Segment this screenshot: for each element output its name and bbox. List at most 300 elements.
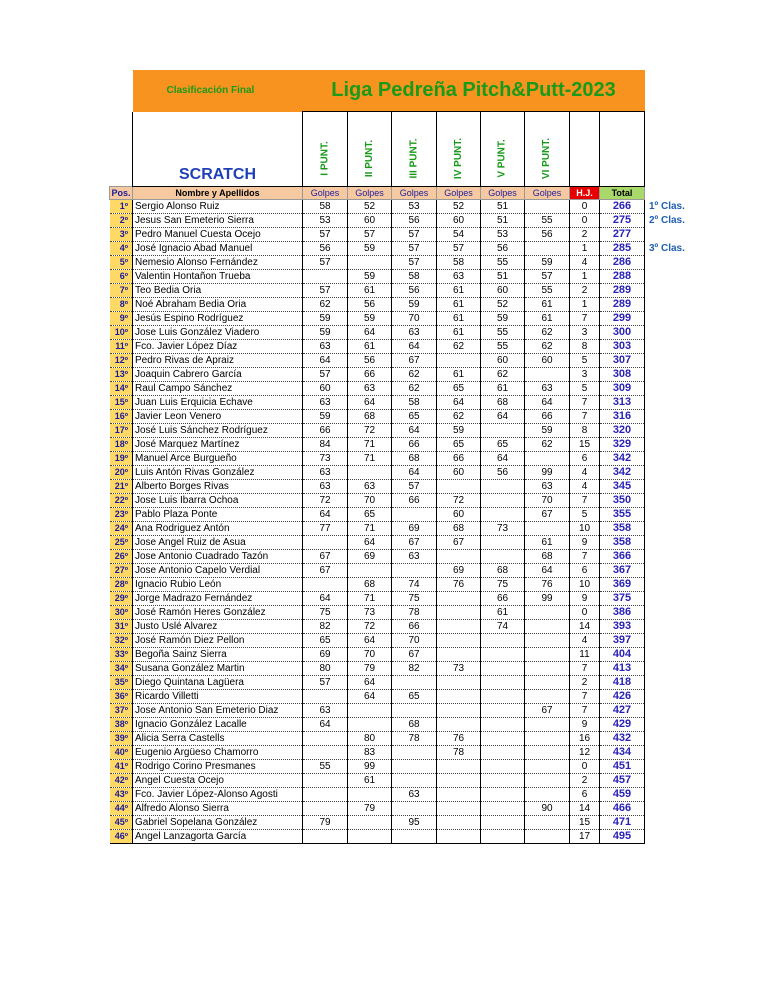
score-cell: 62 bbox=[303, 297, 348, 311]
player-name-cell: Luis Antón Rivas González bbox=[133, 465, 303, 479]
classification-note bbox=[645, 689, 699, 703]
score-cell bbox=[525, 633, 570, 647]
score-cell: 64 bbox=[437, 395, 481, 409]
classification-note bbox=[645, 409, 699, 423]
score-cell: 57 bbox=[303, 255, 348, 269]
hj-cell: 2 bbox=[570, 283, 600, 297]
score-cell: 56 bbox=[303, 241, 348, 255]
score-cell bbox=[392, 563, 437, 577]
score-cell: 68 bbox=[392, 717, 437, 731]
score-cell: 65 bbox=[437, 437, 481, 451]
hj-cell: 4 bbox=[570, 255, 600, 269]
player-name-cell: Jorge Madrazo Fernández bbox=[133, 591, 303, 605]
table-row bbox=[110, 353, 699, 367]
classification-sheet bbox=[109, 70, 699, 844]
score-cell: 57 bbox=[392, 227, 437, 241]
score-cell: 68 bbox=[348, 409, 392, 423]
round-header-5: V PUNT. bbox=[481, 112, 525, 187]
score-cell bbox=[481, 773, 525, 787]
score-cell bbox=[481, 815, 525, 829]
score-cell bbox=[392, 675, 437, 689]
score-cell: 63 bbox=[348, 381, 392, 395]
total-cell: 471 bbox=[600, 815, 645, 829]
round-header-2: II PUNT. bbox=[348, 112, 392, 187]
score-cell bbox=[437, 703, 481, 717]
classification-note bbox=[645, 577, 699, 591]
player-name-cell: Ricardo Villetti bbox=[133, 689, 303, 703]
total-cell: 307 bbox=[600, 353, 645, 367]
classification-note bbox=[645, 311, 699, 325]
score-cell: 57 bbox=[303, 367, 348, 381]
classification-note bbox=[645, 563, 699, 577]
position-cell: 28º bbox=[110, 577, 133, 591]
total-cell: 397 bbox=[600, 633, 645, 647]
hj-cell: 7 bbox=[570, 493, 600, 507]
classification-note bbox=[645, 759, 699, 773]
total-cell: 288 bbox=[600, 269, 645, 283]
score-cell: 68 bbox=[437, 521, 481, 535]
player-name-cell: Jose Luis González Viadero bbox=[133, 325, 303, 339]
score-cell: 62 bbox=[392, 381, 437, 395]
total-header-blank bbox=[600, 112, 645, 187]
score-cell: 62 bbox=[525, 325, 570, 339]
score-cell bbox=[525, 745, 570, 759]
total-cell: 358 bbox=[600, 535, 645, 549]
table-row bbox=[110, 395, 699, 409]
table-row bbox=[110, 605, 699, 619]
classification-note bbox=[645, 493, 699, 507]
classification-note bbox=[645, 661, 699, 675]
score-cell: 66 bbox=[392, 493, 437, 507]
position-cell: 15º bbox=[110, 395, 133, 409]
score-cell: 73 bbox=[437, 661, 481, 675]
score-cell bbox=[481, 507, 525, 521]
player-name-cell: Manuel Arce Burgueño bbox=[133, 451, 303, 465]
score-cell: 59 bbox=[303, 409, 348, 423]
score-cell: 61 bbox=[525, 297, 570, 311]
score-cell: 62 bbox=[437, 339, 481, 353]
score-cell: 70 bbox=[525, 493, 570, 507]
classification-note bbox=[645, 633, 699, 647]
hj-cell: 15 bbox=[570, 437, 600, 451]
position-cell: 2º bbox=[110, 213, 133, 227]
position-cell: 14º bbox=[110, 381, 133, 395]
position-cell: 32º bbox=[110, 633, 133, 647]
total-cell: 358 bbox=[600, 521, 645, 535]
classification-note bbox=[645, 815, 699, 829]
table-row bbox=[110, 269, 699, 283]
hj-cell: 8 bbox=[570, 339, 600, 353]
score-cell: 64 bbox=[481, 409, 525, 423]
score-cell bbox=[481, 759, 525, 773]
score-cell: 61 bbox=[437, 325, 481, 339]
score-cell: 56 bbox=[392, 213, 437, 227]
score-cell bbox=[525, 759, 570, 773]
classification-note bbox=[645, 591, 699, 605]
score-cell bbox=[481, 787, 525, 801]
score-cell: 67 bbox=[303, 549, 348, 563]
hj-cell: 5 bbox=[570, 353, 600, 367]
score-cell: 59 bbox=[392, 297, 437, 311]
table-row bbox=[110, 647, 699, 661]
score-cell bbox=[437, 759, 481, 773]
hj-cell: 10 bbox=[570, 521, 600, 535]
hj-cell: 14 bbox=[570, 801, 600, 815]
position-cell: 44º bbox=[110, 801, 133, 815]
classification-note bbox=[645, 465, 699, 479]
classification-note bbox=[645, 339, 699, 353]
score-cell: 56 bbox=[481, 241, 525, 255]
score-cell: 62 bbox=[392, 367, 437, 381]
player-name-cell: José Ramón Diez Pellon bbox=[133, 633, 303, 647]
total-cell: 309 bbox=[600, 381, 645, 395]
score-cell: 53 bbox=[392, 199, 437, 213]
score-cell: 59 bbox=[303, 311, 348, 325]
score-cell: 59 bbox=[481, 311, 525, 325]
score-cell bbox=[437, 479, 481, 493]
score-cell: 55 bbox=[525, 213, 570, 227]
score-cell bbox=[525, 619, 570, 633]
total-cell: 300 bbox=[600, 325, 645, 339]
score-cell: 68 bbox=[481, 563, 525, 577]
score-cell: 51 bbox=[481, 199, 525, 213]
score-cell: 67 bbox=[392, 535, 437, 549]
score-cell: 63 bbox=[392, 325, 437, 339]
score-cell: 63 bbox=[303, 339, 348, 353]
classification-note bbox=[645, 353, 699, 367]
score-cell: 55 bbox=[303, 759, 348, 773]
table-row bbox=[110, 745, 699, 759]
round-header-3: III PUNT. bbox=[392, 112, 437, 187]
score-cell bbox=[437, 591, 481, 605]
score-cell: 64 bbox=[525, 395, 570, 409]
classification-note bbox=[645, 255, 699, 269]
score-cell: 63 bbox=[303, 465, 348, 479]
position-cell: 18º bbox=[110, 437, 133, 451]
score-cell: 77 bbox=[303, 521, 348, 535]
player-name-cell: Nemesio Alonso Fernández bbox=[133, 255, 303, 269]
classification-note bbox=[645, 717, 699, 731]
classification-note bbox=[645, 367, 699, 381]
hj-cell: 7 bbox=[570, 311, 600, 325]
score-cell: 56 bbox=[481, 465, 525, 479]
score-cell: 60 bbox=[481, 353, 525, 367]
score-cell bbox=[525, 815, 570, 829]
score-cell: 66 bbox=[525, 409, 570, 423]
player-name-cell: José Marquez Martínez bbox=[133, 437, 303, 451]
score-cell bbox=[437, 619, 481, 633]
classification-note bbox=[645, 787, 699, 801]
score-cell: 63 bbox=[525, 381, 570, 395]
score-cell bbox=[437, 633, 481, 647]
score-cell: 56 bbox=[348, 353, 392, 367]
total-cell: 275 bbox=[600, 213, 645, 227]
player-name-cell: Joaquin Cabrero García bbox=[133, 367, 303, 381]
score-cell bbox=[348, 829, 392, 843]
score-cell: 64 bbox=[348, 675, 392, 689]
score-cell: 66 bbox=[303, 423, 348, 437]
score-cell: 58 bbox=[437, 255, 481, 269]
player-name-cell: Ignacio González Lacalle bbox=[133, 717, 303, 731]
hj-cell: 1 bbox=[570, 269, 600, 283]
score-cell: 64 bbox=[348, 633, 392, 647]
score-cell: 60 bbox=[437, 213, 481, 227]
table-row bbox=[110, 801, 699, 815]
score-cell: 65 bbox=[437, 381, 481, 395]
score-cell: 63 bbox=[392, 549, 437, 563]
position-cell: 12º bbox=[110, 353, 133, 367]
score-cell bbox=[348, 717, 392, 731]
total-cell: 308 bbox=[600, 367, 645, 381]
score-cell bbox=[303, 745, 348, 759]
position-cell: 25º bbox=[110, 535, 133, 549]
score-cell: 82 bbox=[303, 619, 348, 633]
classification-note bbox=[645, 479, 699, 493]
score-cell: 57 bbox=[525, 269, 570, 283]
score-cell: 64 bbox=[348, 689, 392, 703]
table-row bbox=[110, 423, 699, 437]
table-row bbox=[110, 451, 699, 465]
position-cell: 27º bbox=[110, 563, 133, 577]
position-cell: 20º bbox=[110, 465, 133, 479]
total-cell: 277 bbox=[600, 227, 645, 241]
hj-cell: 0 bbox=[570, 199, 600, 213]
score-cell: 78 bbox=[392, 605, 437, 619]
total-cell: 457 bbox=[600, 773, 645, 787]
player-name-cell: Angel Lanzagorta García bbox=[133, 829, 303, 843]
score-cell bbox=[437, 773, 481, 787]
player-name-cell: Diego Quintana Lagüera bbox=[133, 675, 303, 689]
score-cell: 64 bbox=[525, 563, 570, 577]
classification-note bbox=[645, 647, 699, 661]
score-cell bbox=[525, 787, 570, 801]
player-name-cell: Jesús Espino Rodríguez bbox=[133, 311, 303, 325]
score-cell: 74 bbox=[392, 577, 437, 591]
score-cell: 53 bbox=[481, 227, 525, 241]
score-cell: 67 bbox=[437, 535, 481, 549]
score-cell: 60 bbox=[437, 507, 481, 521]
score-cell bbox=[303, 577, 348, 591]
score-cell: 59 bbox=[348, 311, 392, 325]
position-cell: 36º bbox=[110, 689, 133, 703]
hj-cell: 6 bbox=[570, 451, 600, 465]
player-name-cell: Jose Antonio San Emeterio Diaz bbox=[133, 703, 303, 717]
hj-cell: 15 bbox=[570, 815, 600, 829]
player-name-cell: José Ignacio Abad Manuel bbox=[133, 241, 303, 255]
score-cell bbox=[437, 689, 481, 703]
table-row bbox=[110, 563, 699, 577]
table-row bbox=[110, 675, 699, 689]
score-cell: 61 bbox=[348, 283, 392, 297]
player-name-cell: Javier Leon Venero bbox=[133, 409, 303, 423]
score-cell: 51 bbox=[481, 269, 525, 283]
hj-cell: 9 bbox=[570, 535, 600, 549]
hj-cell: 2 bbox=[570, 773, 600, 787]
hj-cell: 7 bbox=[570, 409, 600, 423]
classification-note bbox=[645, 269, 699, 283]
score-cell bbox=[525, 731, 570, 745]
total-cell: 355 bbox=[600, 507, 645, 521]
classification-note bbox=[645, 703, 699, 717]
score-cell: 60 bbox=[525, 353, 570, 367]
total-cell: 375 bbox=[600, 591, 645, 605]
hj-cell: 8 bbox=[570, 423, 600, 437]
score-cell bbox=[392, 801, 437, 815]
score-cell bbox=[303, 829, 348, 843]
position-cell: 26º bbox=[110, 549, 133, 563]
table-row bbox=[110, 731, 699, 745]
player-name-cell: Jose Antonio Cuadrado Tazón bbox=[133, 549, 303, 563]
hj-cell: 7 bbox=[570, 689, 600, 703]
score-cell bbox=[303, 731, 348, 745]
score-cell bbox=[525, 521, 570, 535]
score-cell: 64 bbox=[348, 325, 392, 339]
score-cell bbox=[392, 829, 437, 843]
player-name-cell: Pedro Rivas de Apraiz bbox=[133, 353, 303, 367]
score-cell: 64 bbox=[392, 465, 437, 479]
score-cell bbox=[392, 773, 437, 787]
player-name-cell: Valentin Hontañon Trueba bbox=[133, 269, 303, 283]
position-cell: 8º bbox=[110, 297, 133, 311]
position-cell: 16º bbox=[110, 409, 133, 423]
table-row bbox=[110, 829, 699, 843]
score-cell: 59 bbox=[525, 423, 570, 437]
hj-cell: 5 bbox=[570, 507, 600, 521]
hj-cell: 3 bbox=[570, 325, 600, 339]
hj-cell: 10 bbox=[570, 577, 600, 591]
score-cell: 60 bbox=[437, 465, 481, 479]
table-row bbox=[110, 213, 699, 227]
total-cell: 459 bbox=[600, 787, 645, 801]
score-cell: 65 bbox=[392, 689, 437, 703]
score-cell: 55 bbox=[481, 325, 525, 339]
score-cell bbox=[303, 787, 348, 801]
position-cell: 40º bbox=[110, 745, 133, 759]
score-cell: 60 bbox=[481, 283, 525, 297]
hj-cell: 16 bbox=[570, 731, 600, 745]
score-cell bbox=[525, 717, 570, 731]
score-cell: 72 bbox=[437, 493, 481, 507]
hj-cell: 2 bbox=[570, 227, 600, 241]
score-cell: 82 bbox=[392, 661, 437, 675]
player-name-cell: José Ramón Heres González bbox=[133, 605, 303, 619]
score-cell: 61 bbox=[437, 367, 481, 381]
table-row bbox=[110, 717, 699, 731]
score-cell: 73 bbox=[348, 605, 392, 619]
score-cell: 80 bbox=[348, 731, 392, 745]
player-name-cell: Alicia Serra Castells bbox=[133, 731, 303, 745]
classification-note bbox=[645, 437, 699, 451]
score-cell bbox=[481, 703, 525, 717]
table-row bbox=[110, 227, 699, 241]
table-row bbox=[110, 633, 699, 647]
classification-note bbox=[645, 395, 699, 409]
score-cell bbox=[437, 549, 481, 563]
player-name-cell: Noé Abraham Bedia Oria bbox=[133, 297, 303, 311]
hj-cell: 17 bbox=[570, 829, 600, 843]
score-cell: 74 bbox=[481, 619, 525, 633]
score-cell: 58 bbox=[303, 199, 348, 213]
position-cell: 46º bbox=[110, 829, 133, 843]
col-golpes-2: Golpes bbox=[348, 186, 392, 199]
table-row bbox=[110, 759, 699, 773]
classification-note bbox=[645, 745, 699, 759]
score-cell: 71 bbox=[348, 451, 392, 465]
position-cell: 3º bbox=[110, 227, 133, 241]
score-cell bbox=[525, 605, 570, 619]
table-row bbox=[110, 479, 699, 493]
hj-cell: 11 bbox=[570, 647, 600, 661]
score-cell bbox=[481, 829, 525, 843]
total-cell: 266 bbox=[600, 199, 645, 213]
col-golpes-1: Golpes bbox=[303, 186, 348, 199]
score-cell bbox=[392, 507, 437, 521]
position-cell: 7º bbox=[110, 283, 133, 297]
round-header-4: IV PUNT. bbox=[437, 112, 481, 187]
position-cell: 34º bbox=[110, 661, 133, 675]
score-cell: 55 bbox=[525, 283, 570, 297]
score-cell: 70 bbox=[392, 311, 437, 325]
table-row bbox=[110, 325, 699, 339]
table-row bbox=[110, 507, 699, 521]
score-cell: 64 bbox=[348, 535, 392, 549]
score-cell: 56 bbox=[525, 227, 570, 241]
table-row bbox=[110, 339, 699, 353]
score-cell bbox=[348, 255, 392, 269]
score-cell bbox=[481, 647, 525, 661]
classification-note: 1º Clas. bbox=[649, 200, 685, 212]
hj-cell: 7 bbox=[570, 661, 600, 675]
score-cell: 72 bbox=[348, 619, 392, 633]
player-name-cell: Ignacio Rubio León bbox=[133, 577, 303, 591]
player-name-cell: Rodrigo Corino Presmanes bbox=[133, 759, 303, 773]
score-cell bbox=[481, 549, 525, 563]
score-cell: 63 bbox=[348, 479, 392, 493]
total-cell: 426 bbox=[600, 689, 645, 703]
score-cell bbox=[437, 605, 481, 619]
player-name-cell: José Luis Sánchez Rodríguez bbox=[133, 423, 303, 437]
total-cell: 345 bbox=[600, 479, 645, 493]
score-cell: 61 bbox=[437, 297, 481, 311]
score-cell: 64 bbox=[348, 395, 392, 409]
hj-cell: 1 bbox=[570, 297, 600, 311]
hj-cell: 9 bbox=[570, 591, 600, 605]
table-row bbox=[110, 549, 699, 563]
total-cell: 404 bbox=[600, 647, 645, 661]
table-row bbox=[110, 283, 699, 297]
classification-note bbox=[645, 675, 699, 689]
score-cell: 51 bbox=[481, 213, 525, 227]
player-name-cell: Gabriel Sopelana González bbox=[133, 815, 303, 829]
score-cell: 68 bbox=[525, 549, 570, 563]
table-row bbox=[110, 619, 699, 633]
score-cell: 58 bbox=[392, 269, 437, 283]
position-cell: 6º bbox=[110, 269, 133, 283]
total-cell: 320 bbox=[600, 423, 645, 437]
score-cell: 72 bbox=[348, 423, 392, 437]
score-cell: 59 bbox=[303, 325, 348, 339]
score-cell bbox=[437, 801, 481, 815]
score-cell bbox=[525, 241, 570, 255]
score-cell: 73 bbox=[303, 451, 348, 465]
table-row bbox=[110, 409, 699, 423]
total-cell: 289 bbox=[600, 283, 645, 297]
total-cell: 466 bbox=[600, 801, 645, 815]
score-cell: 57 bbox=[392, 479, 437, 493]
player-name-cell: Fco. Javier López-Alonso Agosti bbox=[133, 787, 303, 801]
round-header-6: VI PUNT. bbox=[525, 112, 570, 187]
table-row bbox=[110, 367, 699, 381]
